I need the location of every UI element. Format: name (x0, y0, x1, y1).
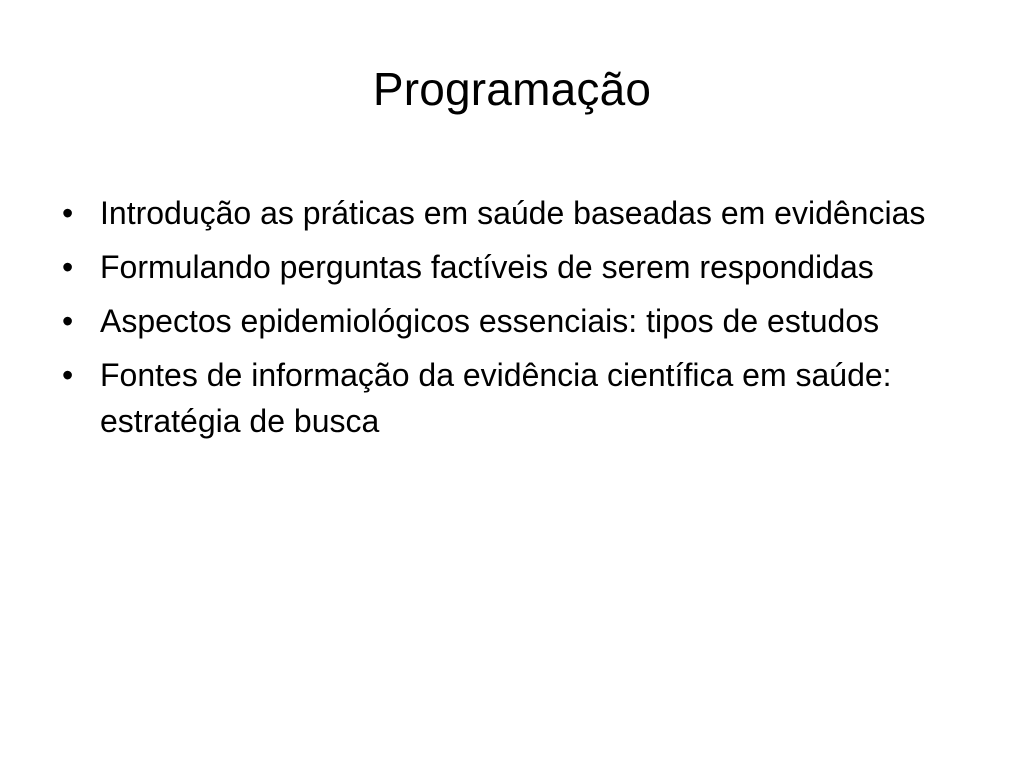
bullet-item (62, 244, 962, 290)
bullet-item (62, 298, 962, 344)
bullet-dot-icon: • (62, 357, 74, 393)
bullet-list (62, 190, 962, 452)
bullet-text: Fontes de informação da evidência científica em saúde: estratégia de busca (100, 357, 892, 439)
bullet-dot-icon: • (62, 303, 74, 339)
slide-title: Programação (372, 63, 652, 115)
bullet-item (62, 190, 962, 236)
bullet-dot-icon: • (62, 249, 74, 285)
bullet-text: Introdução as práticas em saúde baseadas em evidências (100, 195, 926, 231)
bullet-text: Formulando perguntas factíveis de serem respondidas (100, 249, 874, 285)
bullet-text: Aspectos epidemiológicos essenciais: tipos de estudos (100, 303, 880, 339)
bullet-dot-icon: • (62, 195, 74, 231)
bullet-item (62, 352, 962, 444)
